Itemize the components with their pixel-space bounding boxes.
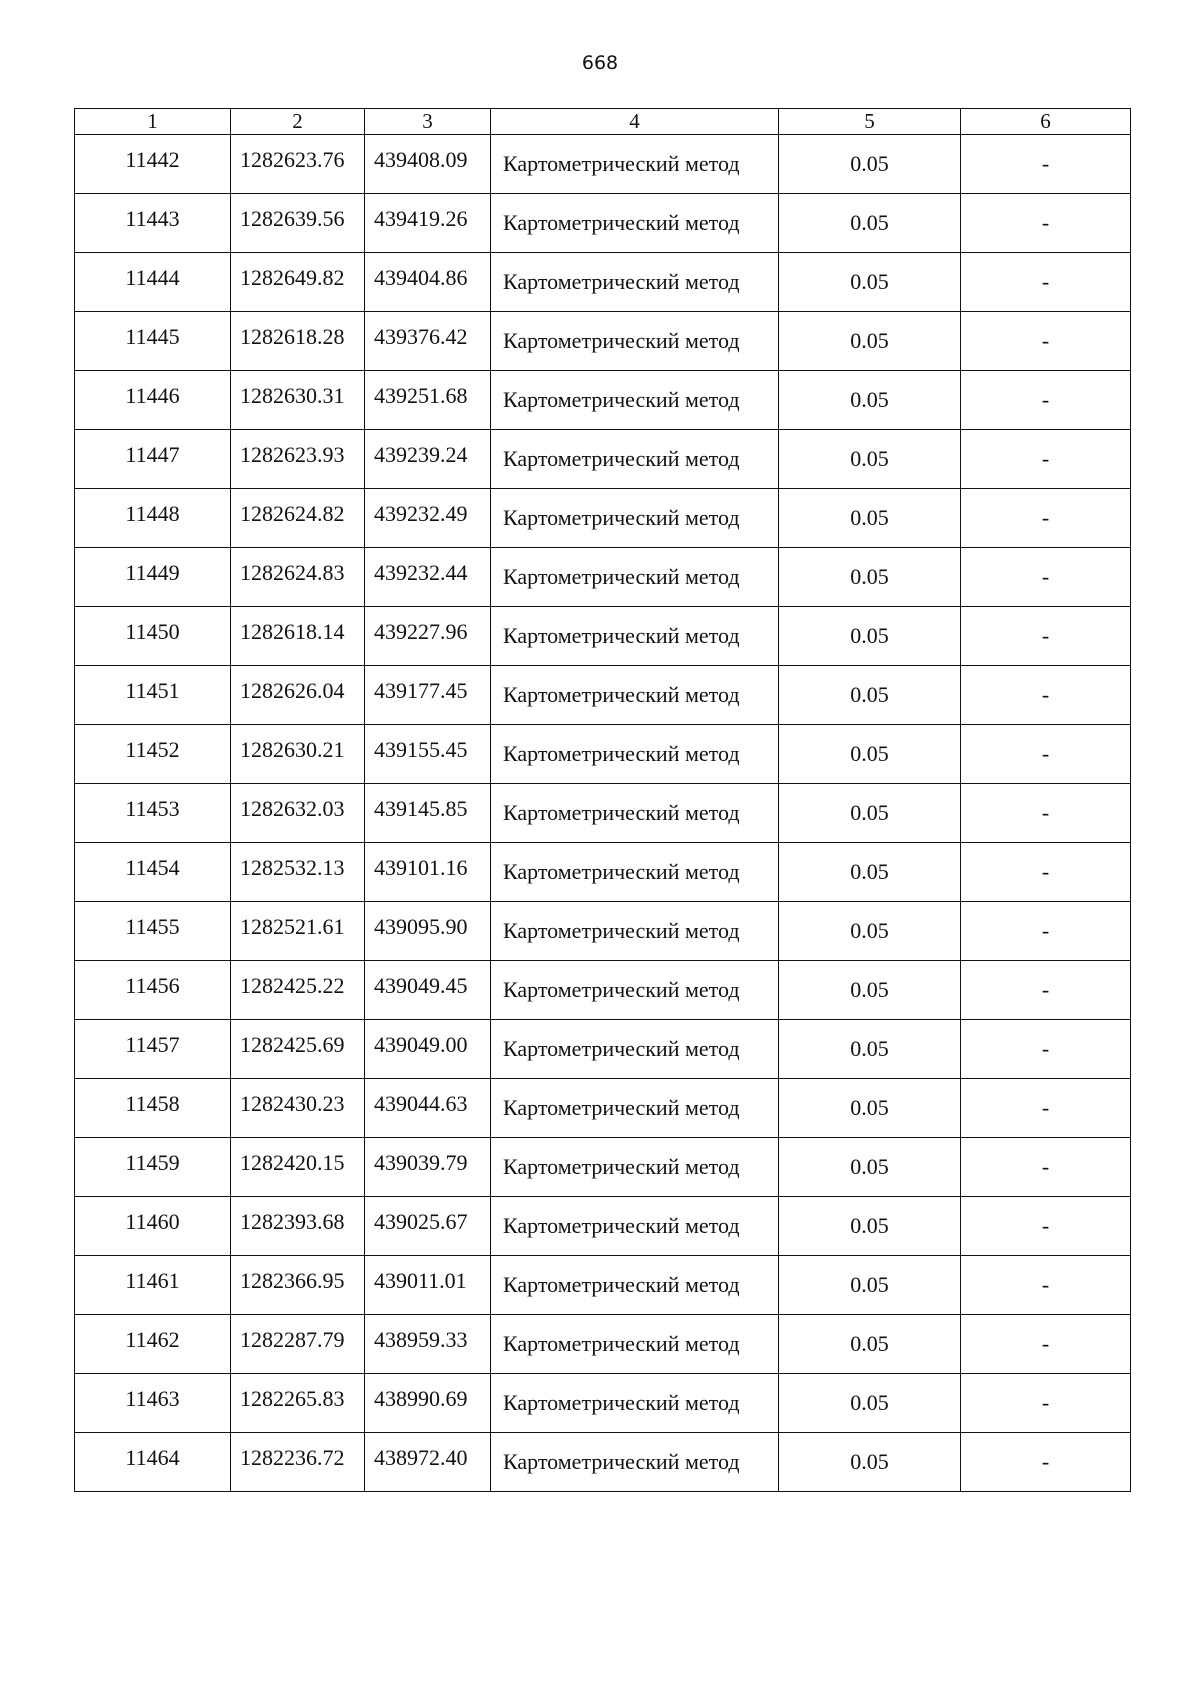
note-cell: - <box>961 961 1131 1020</box>
y-coordinate-cell: 438972.40 <box>365 1433 491 1492</box>
accuracy-cell: 0.05 <box>779 1433 961 1492</box>
column-header-3: 3 <box>365 109 491 135</box>
accuracy-cell: 0.05 <box>779 666 961 725</box>
point-number-cell: 11444 <box>75 253 231 312</box>
y-coordinate-cell: 439145.85 <box>365 784 491 843</box>
accuracy-cell: 0.05 <box>779 548 961 607</box>
point-number-cell: 11462 <box>75 1315 231 1374</box>
table-row <box>75 1138 1131 1197</box>
x-coordinate-cell: 1282632.03 <box>231 784 365 843</box>
x-coordinate-cell: 1282366.95 <box>231 1256 365 1315</box>
y-coordinate-cell: 439039.79 <box>365 1138 491 1197</box>
accuracy-cell: 0.05 <box>779 607 961 666</box>
x-coordinate-cell: 1282532.13 <box>231 843 365 902</box>
accuracy-cell: 0.05 <box>779 784 961 843</box>
point-number-cell: 11464 <box>75 1433 231 1492</box>
method-cell: Картометрический метод <box>491 784 779 843</box>
point-number-cell: 11461 <box>75 1256 231 1315</box>
note-cell: - <box>961 607 1131 666</box>
note-cell: - <box>961 135 1131 194</box>
accuracy-cell: 0.05 <box>779 1079 961 1138</box>
note-cell: - <box>961 725 1131 784</box>
table-row <box>75 1020 1131 1079</box>
accuracy-cell: 0.05 <box>779 725 961 784</box>
point-number-cell: 11456 <box>75 961 231 1020</box>
x-coordinate-cell: 1282624.82 <box>231 489 365 548</box>
accuracy-cell: 0.05 <box>779 1197 961 1256</box>
y-coordinate-cell: 439025.67 <box>365 1197 491 1256</box>
y-coordinate-cell: 439177.45 <box>365 666 491 725</box>
point-number-cell: 11455 <box>75 902 231 961</box>
point-number-cell: 11448 <box>75 489 231 548</box>
table-row <box>75 1374 1131 1433</box>
y-coordinate-cell: 439408.09 <box>365 135 491 194</box>
method-cell: Картометрический метод <box>491 430 779 489</box>
x-coordinate-cell: 1282624.83 <box>231 548 365 607</box>
method-cell: Картометрический метод <box>491 1020 779 1079</box>
accuracy-cell: 0.05 <box>779 312 961 371</box>
method-cell: Картометрический метод <box>491 1138 779 1197</box>
method-cell: Картометрический метод <box>491 1256 779 1315</box>
column-header-6: 6 <box>961 109 1131 135</box>
point-number-cell: 11460 <box>75 1197 231 1256</box>
method-cell: Картометрический метод <box>491 666 779 725</box>
column-header-1: 1 <box>75 109 231 135</box>
note-cell: - <box>961 1374 1131 1433</box>
y-coordinate-cell: 439419.26 <box>365 194 491 253</box>
method-cell: Картометрический метод <box>491 1433 779 1492</box>
y-coordinate-cell: 439095.90 <box>365 902 491 961</box>
y-coordinate-cell: 439404.86 <box>365 253 491 312</box>
table-row <box>75 1433 1131 1492</box>
table-row <box>75 725 1131 784</box>
accuracy-cell: 0.05 <box>779 194 961 253</box>
point-number-cell: 11452 <box>75 725 231 784</box>
accuracy-cell: 0.05 <box>779 1374 961 1433</box>
note-cell: - <box>961 1020 1131 1079</box>
y-coordinate-cell: 438990.69 <box>365 1374 491 1433</box>
y-coordinate-cell: 438959.33 <box>365 1315 491 1374</box>
table-row <box>75 312 1131 371</box>
x-coordinate-cell: 1282623.76 <box>231 135 365 194</box>
x-coordinate-cell: 1282630.31 <box>231 371 365 430</box>
accuracy-cell: 0.05 <box>779 253 961 312</box>
note-cell: - <box>961 843 1131 902</box>
note-cell: - <box>961 1433 1131 1492</box>
accuracy-cell: 0.05 <box>779 1020 961 1079</box>
table-row <box>75 489 1131 548</box>
note-cell: - <box>961 548 1131 607</box>
x-coordinate-cell: 1282393.68 <box>231 1197 365 1256</box>
table-row <box>75 784 1131 843</box>
x-coordinate-cell: 1282649.82 <box>231 253 365 312</box>
point-number-cell: 11451 <box>75 666 231 725</box>
x-coordinate-cell: 1282425.69 <box>231 1020 365 1079</box>
method-cell: Картометрический метод <box>491 371 779 430</box>
point-number-cell: 11445 <box>75 312 231 371</box>
coordinates-table <box>74 108 1131 1492</box>
x-coordinate-cell: 1282430.23 <box>231 1079 365 1138</box>
y-coordinate-cell: 439155.45 <box>365 725 491 784</box>
y-coordinate-cell: 439227.96 <box>365 607 491 666</box>
x-coordinate-cell: 1282639.56 <box>231 194 365 253</box>
method-cell: Картометрический метод <box>491 135 779 194</box>
table-row <box>75 843 1131 902</box>
y-coordinate-cell: 439049.45 <box>365 961 491 1020</box>
x-coordinate-cell: 1282420.15 <box>231 1138 365 1197</box>
table-row <box>75 902 1131 961</box>
method-cell: Картометрический метод <box>491 253 779 312</box>
note-cell: - <box>961 1197 1131 1256</box>
point-number-cell: 11449 <box>75 548 231 607</box>
point-number-cell: 11454 <box>75 843 231 902</box>
point-number-cell: 11457 <box>75 1020 231 1079</box>
x-coordinate-cell: 1282618.14 <box>231 607 365 666</box>
y-coordinate-cell: 439232.49 <box>365 489 491 548</box>
table-row <box>75 430 1131 489</box>
note-cell: - <box>961 1138 1131 1197</box>
x-coordinate-cell: 1282425.22 <box>231 961 365 1020</box>
method-cell: Картометрический метод <box>491 843 779 902</box>
method-cell: Картометрический метод <box>491 902 779 961</box>
table-body <box>75 135 1131 1492</box>
table-row <box>75 1315 1131 1374</box>
table-row <box>75 961 1131 1020</box>
y-coordinate-cell: 439232.44 <box>365 548 491 607</box>
accuracy-cell: 0.05 <box>779 371 961 430</box>
method-cell: Картометрический метод <box>491 1315 779 1374</box>
x-coordinate-cell: 1282287.79 <box>231 1315 365 1374</box>
accuracy-cell: 0.05 <box>779 902 961 961</box>
accuracy-cell: 0.05 <box>779 1138 961 1197</box>
note-cell: - <box>961 784 1131 843</box>
table-row <box>75 371 1131 430</box>
y-coordinate-cell: 439011.01 <box>365 1256 491 1315</box>
method-cell: Картометрический метод <box>491 725 779 784</box>
note-cell: - <box>961 1079 1131 1138</box>
method-cell: Картометрический метод <box>491 548 779 607</box>
accuracy-cell: 0.05 <box>779 135 961 194</box>
method-cell: Картометрический метод <box>491 489 779 548</box>
method-cell: Картометрический метод <box>491 194 779 253</box>
note-cell: - <box>961 371 1131 430</box>
column-header-4: 4 <box>491 109 779 135</box>
table-row <box>75 135 1131 194</box>
table-row <box>75 548 1131 607</box>
table-row <box>75 194 1131 253</box>
accuracy-cell: 0.05 <box>779 489 961 548</box>
method-cell: Картометрический метод <box>491 1079 779 1138</box>
y-coordinate-cell: 439049.00 <box>365 1020 491 1079</box>
x-coordinate-cell: 1282521.61 <box>231 902 365 961</box>
table-row <box>75 1197 1131 1256</box>
x-coordinate-cell: 1282236.72 <box>231 1433 365 1492</box>
note-cell: - <box>961 902 1131 961</box>
x-coordinate-cell: 1282626.04 <box>231 666 365 725</box>
x-coordinate-cell: 1282618.28 <box>231 312 365 371</box>
column-header-2: 2 <box>231 109 365 135</box>
y-coordinate-cell: 439376.42 <box>365 312 491 371</box>
method-cell: Картометрический метод <box>491 607 779 666</box>
table-header-row <box>75 109 1131 135</box>
note-cell: - <box>961 489 1131 548</box>
note-cell: - <box>961 253 1131 312</box>
method-cell: Картометрический метод <box>491 961 779 1020</box>
table-row <box>75 253 1131 312</box>
y-coordinate-cell: 439044.63 <box>365 1079 491 1138</box>
point-number-cell: 11453 <box>75 784 231 843</box>
point-number-cell: 11458 <box>75 1079 231 1138</box>
table-row <box>75 607 1131 666</box>
x-coordinate-cell: 1282623.93 <box>231 430 365 489</box>
note-cell: - <box>961 666 1131 725</box>
y-coordinate-cell: 439239.24 <box>365 430 491 489</box>
note-cell: - <box>961 312 1131 371</box>
point-number-cell: 11459 <box>75 1138 231 1197</box>
method-cell: Картометрический метод <box>491 1374 779 1433</box>
point-number-cell: 11442 <box>75 135 231 194</box>
table-row <box>75 1079 1131 1138</box>
table-row <box>75 1256 1131 1315</box>
note-cell: - <box>961 194 1131 253</box>
column-header-5: 5 <box>779 109 961 135</box>
y-coordinate-cell: 439101.16 <box>365 843 491 902</box>
accuracy-cell: 0.05 <box>779 843 961 902</box>
accuracy-cell: 0.05 <box>779 961 961 1020</box>
table-row <box>75 666 1131 725</box>
note-cell: - <box>961 1256 1131 1315</box>
point-number-cell: 11463 <box>75 1374 231 1433</box>
note-cell: - <box>961 1315 1131 1374</box>
page-number: 668 <box>581 52 619 74</box>
method-cell: Картометрический метод <box>491 312 779 371</box>
point-number-cell: 11446 <box>75 371 231 430</box>
x-coordinate-cell: 1282265.83 <box>231 1374 365 1433</box>
point-number-cell: 11443 <box>75 194 231 253</box>
note-cell: - <box>961 430 1131 489</box>
x-coordinate-cell: 1282630.21 <box>231 725 365 784</box>
y-coordinate-cell: 439251.68 <box>365 371 491 430</box>
accuracy-cell: 0.05 <box>779 1315 961 1374</box>
accuracy-cell: 0.05 <box>779 430 961 489</box>
point-number-cell: 11450 <box>75 607 231 666</box>
point-number-cell: 11447 <box>75 430 231 489</box>
accuracy-cell: 0.05 <box>779 1256 961 1315</box>
method-cell: Картометрический метод <box>491 1197 779 1256</box>
